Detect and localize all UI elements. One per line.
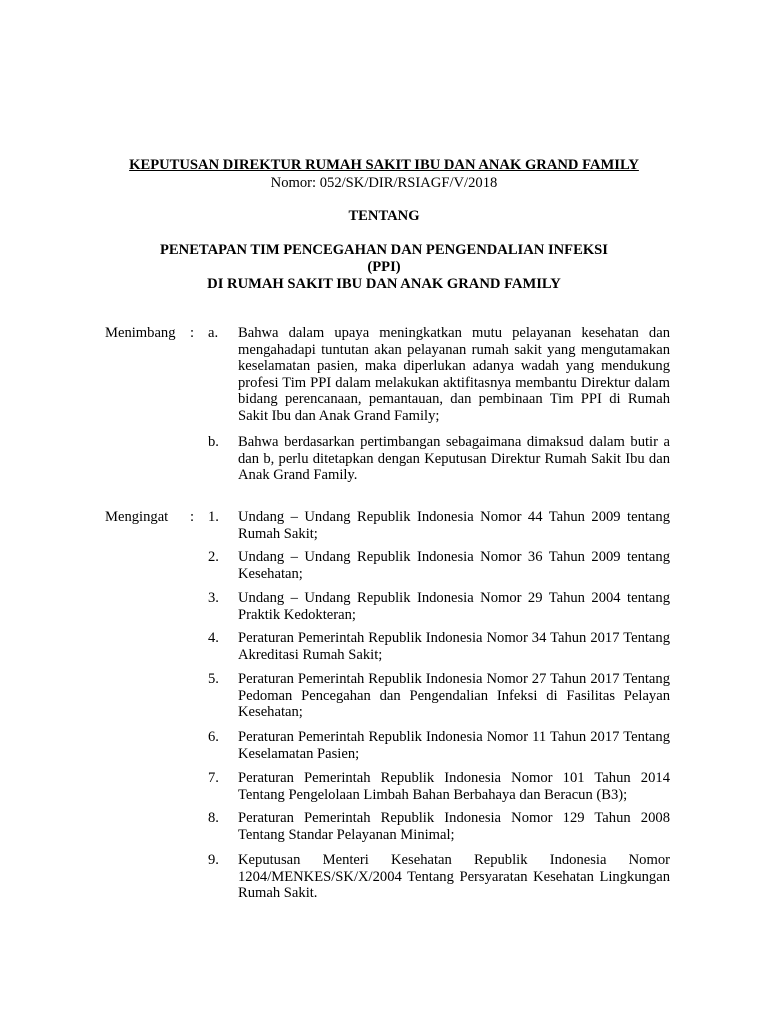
mengingat-marker-9: 9.	[208, 852, 219, 868]
mengingat-item-4: Peraturan Pemerintah Republik Indonesia Nomor 34 Tahun 2017 Tentang Akreditasi Rumah Sakit;	[238, 630, 670, 663]
mengingat-marker-4: 4.	[208, 630, 219, 646]
mengingat-colon: :	[190, 509, 195, 525]
menimbang-marker-a: a.	[208, 325, 219, 341]
mengingat-label: Mengingat	[105, 509, 169, 525]
menimbang-label: Menimbang	[105, 325, 176, 341]
mengingat-item-2: Undang – Undang Republik Indonesia Nomor 36 Tahun 2009 tentang Kesehatan;	[238, 549, 670, 582]
mengingat-marker-1: 1.	[208, 509, 219, 525]
mengingat-item-7: Peraturan Pemerintah Republik Indonesia Nomor 101 Tahun 2014 Tentang Pengelolaan Limbah Bahan Berbahaya dan Beracun (B3);	[238, 770, 670, 803]
mengingat-marker-6: 6.	[208, 729, 219, 745]
mengingat-marker-2: 2.	[208, 549, 219, 565]
subject-line-2: (PPI)	[367, 259, 401, 275]
menimbang-item-a: Bahwa dalam upaya meningkatkan mutu pelayanan kesehatan dan mengahadapi tuntutan akan pelayanan rumah sakit yang mengutamakan keselamatan pasien, maka diperlukan adanya wadah yang mendukung profesi Tim PPI dalam melakukan aktifitasnya membantu Direktur dalam bidang perencanaan, pemantauan, dan pembinaan Tim PPI di Rumah Sakit Ibu dan Anak Grand Family;	[238, 325, 670, 424]
mengingat-marker-3: 3.	[208, 590, 219, 606]
menimbang-colon: :	[190, 325, 195, 341]
tentang-heading: TENTANG	[348, 208, 420, 224]
subject-line-3: DI RUMAH SAKIT IBU DAN ANAK GRAND FAMILY	[207, 276, 561, 292]
mengingat-item-5: Peraturan Pemerintah Republik Indonesia Nomor 27 Tahun 2017 Tentang Pedoman Pencegahan dan Pengendalian Infeksi di Fasilitas Pelayan Kesehatan;	[238, 671, 670, 720]
mengingat-item-9: Keputusan Menteri Kesehatan Republik Indonesia Nomor 1204/MENKES/SK/X/2004 Tentang Persyaratan Kesehatan Lingkungan Rumah Sakit.	[238, 852, 670, 901]
decree-title: KEPUTUSAN DIREKTUR RUMAH SAKIT IBU DAN ANAK GRAND FAMILY	[129, 157, 639, 173]
mengingat-item-3: Undang – Undang Republik Indonesia Nomor 29 Tahun 2004 tentang Praktik Kedokteran;	[238, 590, 670, 623]
subject-line-1: PENETAPAN TIM PENCEGAHAN DAN PENGENDALIAN INFEKSI	[160, 242, 608, 258]
mengingat-marker-8: 8.	[208, 810, 219, 826]
mengingat-item-8: Peraturan Pemerintah Republik Indonesia Nomor 129 Tahun 2008 Tentang Standar Pelayanan Minimal;	[238, 810, 670, 843]
mengingat-item-6: Peraturan Pemerintah Republik Indonesia Nomor 11 Tahun 2017 Tentang Keselamatan Pasien;	[238, 729, 670, 762]
mengingat-marker-5: 5.	[208, 671, 219, 687]
decree-number: Nomor: 052/SK/DIR/RSIAGF/V/2018	[270, 175, 498, 191]
menimbang-marker-b: b.	[208, 434, 219, 450]
mengingat-marker-7: 7.	[208, 770, 219, 786]
mengingat-item-1: Undang – Undang Republik Indonesia Nomor 44 Tahun 2009 tentang Rumah Sakit;	[238, 509, 670, 542]
menimbang-item-b: Bahwa berdasarkan pertimbangan sebagaimana dimaksud dalam butir a dan b, perlu ditetapkan dengan Keputusan Direktur Rumah Sakit Ibu dan Anak Grand Family.	[238, 434, 670, 483]
